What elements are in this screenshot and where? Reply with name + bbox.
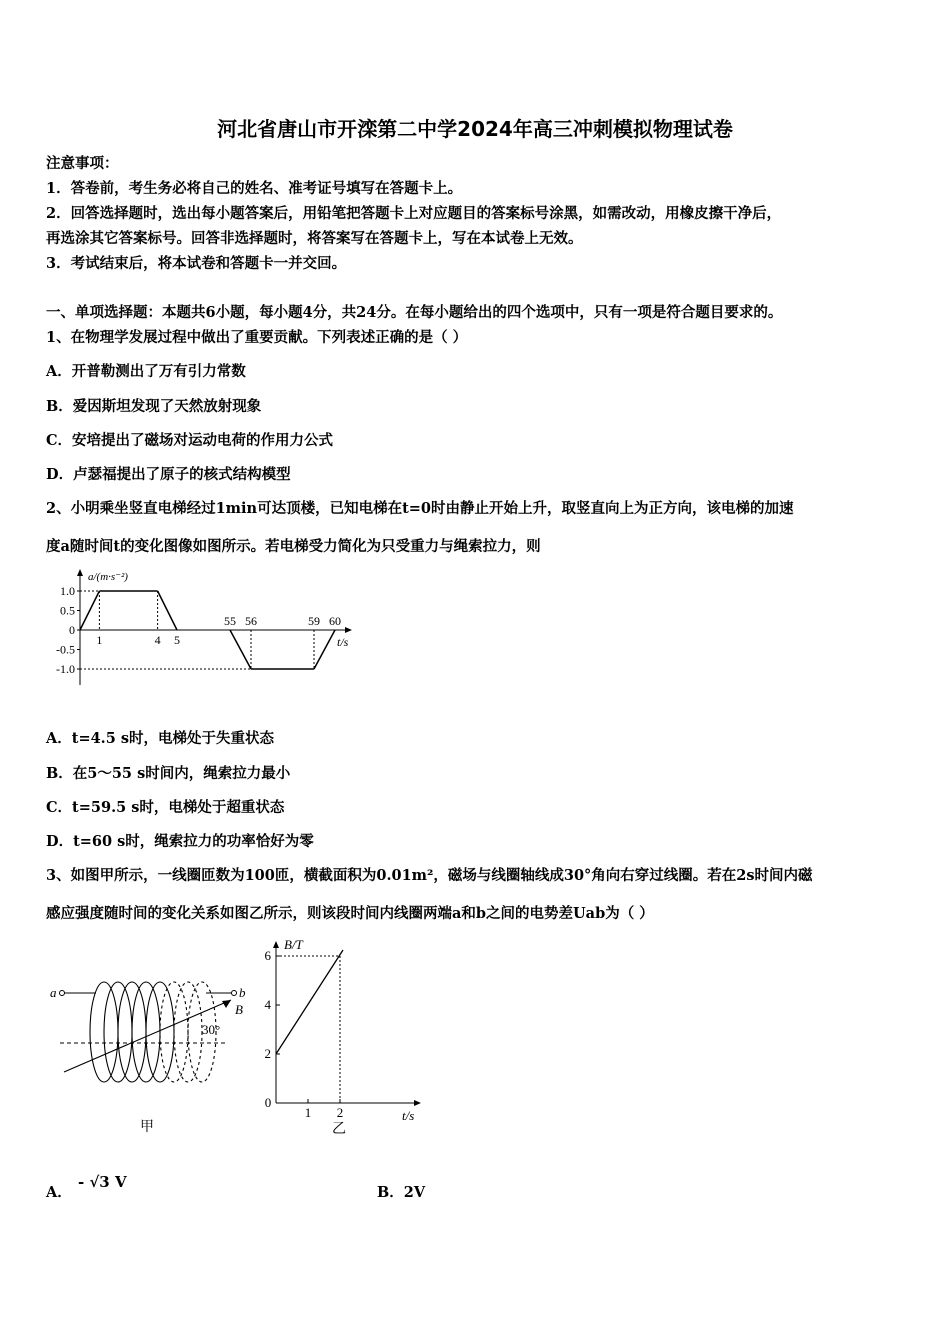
coil-diagram [46,960,246,1140]
x-tick-label: 2 [336,1105,344,1120]
x-tick-label: 1 [96,633,103,647]
x-axis-arrow [345,627,352,633]
data-segment [80,591,99,630]
x-tick-label: 55 [224,614,236,628]
y-tick-label: 0 [69,623,75,637]
question-2-stem-line2: 度a随时间t的变化图像如图所示。若电梯受力简化为只受重力与绳索拉力，则 [46,538,541,555]
notice-item: 2．回答选择题时，选出每小题答案后，用铅笔把答题卡上对应题目的答案标号涂黑，如需改动，用橡皮擦干净后， [46,205,782,222]
x-axis-label: t/s [337,635,349,649]
section-heading: 一、单项选择题：本题共6小题，每小题4分，共24分。在每小题给出的四个选项中，只有一项是符合题目要求的。 [46,304,783,321]
x-tick-label: 5 [174,633,180,647]
y-axis-arrow [77,569,83,576]
q2-option-d: D．t=60 s时，绳索拉力的功率恰好为零 [46,833,314,850]
x-axis-arrow [414,1100,421,1106]
data-segment [230,630,251,669]
y-tick-label: 2 [264,1046,271,1061]
field-b-label: B [235,1002,243,1017]
figure-caption-jia: 甲 [140,1120,154,1135]
y-axis-label: a/(m·s⁻²) [88,571,128,583]
q2-option-a: A．t=4.5 s时，电梯处于失重状态 [46,730,275,747]
x-axis-label: t/s [402,1108,415,1123]
q3-option-a-prefix: A． [46,1184,72,1201]
terminal-a-label: a [50,985,57,1000]
x-tick-label: 56 [245,614,257,628]
y-tick-label: 0.5 [60,603,75,618]
data-segment [158,591,177,630]
data-segment [314,630,335,669]
notice-item: 1．答卷前，考生务必将自己的姓名、准考证号填写在答题卡上。 [46,180,463,197]
figure-caption-yi: 乙 [332,1122,346,1137]
q1-option-a: A．开普勒测出了万有引力常数 [46,363,246,380]
q2-option-c: C．t=59.5 s时，电梯处于超重状态 [46,799,285,816]
angle-label: 30° [202,1022,221,1037]
q1-option-c: C．安培提出了磁场对运动电荷的作用力公式 [46,432,334,449]
question-3-stem-line2: 感应强度随时间的变化关系如图乙所示，则该段时间内线圈两端a和b之间的电势差Uab为（ ） [46,905,654,922]
x-tick-label: 0 [264,1095,272,1110]
q2-option-b: B．在5～55 s时间内，绳索拉力最小 [46,765,291,782]
q1-option-b: B．爱因斯坦发现了天然放射现象 [46,398,262,415]
q3-option-a-value: - √3 V [78,1173,127,1191]
x-tick-label: 4 [154,633,161,647]
y-tick-label: -0.5 [56,642,75,657]
question-3-stem-line1: 3、如图甲所示，一线圈匝数为100匝，横截面积为0.01m²，磁场与线圈轴线成30°角向右穿过线圈。若在2s时间内磁 [46,867,813,884]
y-axis-label: B/T [284,937,303,952]
x-tick-label: 60 [329,614,341,628]
y-tick-label: 4 [264,997,271,1012]
page-title: 河北省唐山市开滦第二中学2024年高三冲刺模拟物理试卷 [217,117,733,141]
y-tick-label: 6 [264,948,271,963]
data-line [276,950,343,1054]
x-tick-label: 59 [308,614,320,628]
y-tick-label: 1.0 [60,584,75,598]
notice-item: 3．考试结束后，将本试卷和答题卡一并交回。 [46,255,347,272]
question-1-stem: 1、在物理学发展过程中做出了重要贡献。下列表述正确的是（ ） [46,329,468,346]
q1-option-d: D．卢瑟福提出了原子的核式结构模型 [46,466,291,483]
notice-heading: 注意事项： [46,155,119,172]
x-tick-label: 1 [304,1105,312,1120]
y-tick-label: -1.0 [56,662,75,676]
question-2-stem-line1: 2、小明乘坐竖直电梯经过1min可达顶楼，已知电梯在t=0时由静止开始上升，取竖直向上为正方向，该电梯的加速 [46,500,794,517]
q3-option-b: B．2V [377,1184,426,1201]
y-axis-arrow [273,941,279,948]
notice-item: 再选涂其它答案标号。回答非选择题时，将答案写在答题卡上，写在本试卷上无效。 [46,230,583,247]
terminal-b-label: b [239,985,246,1000]
magnetic-field-time-chart [250,935,430,1140]
acceleration-time-chart [40,563,370,693]
